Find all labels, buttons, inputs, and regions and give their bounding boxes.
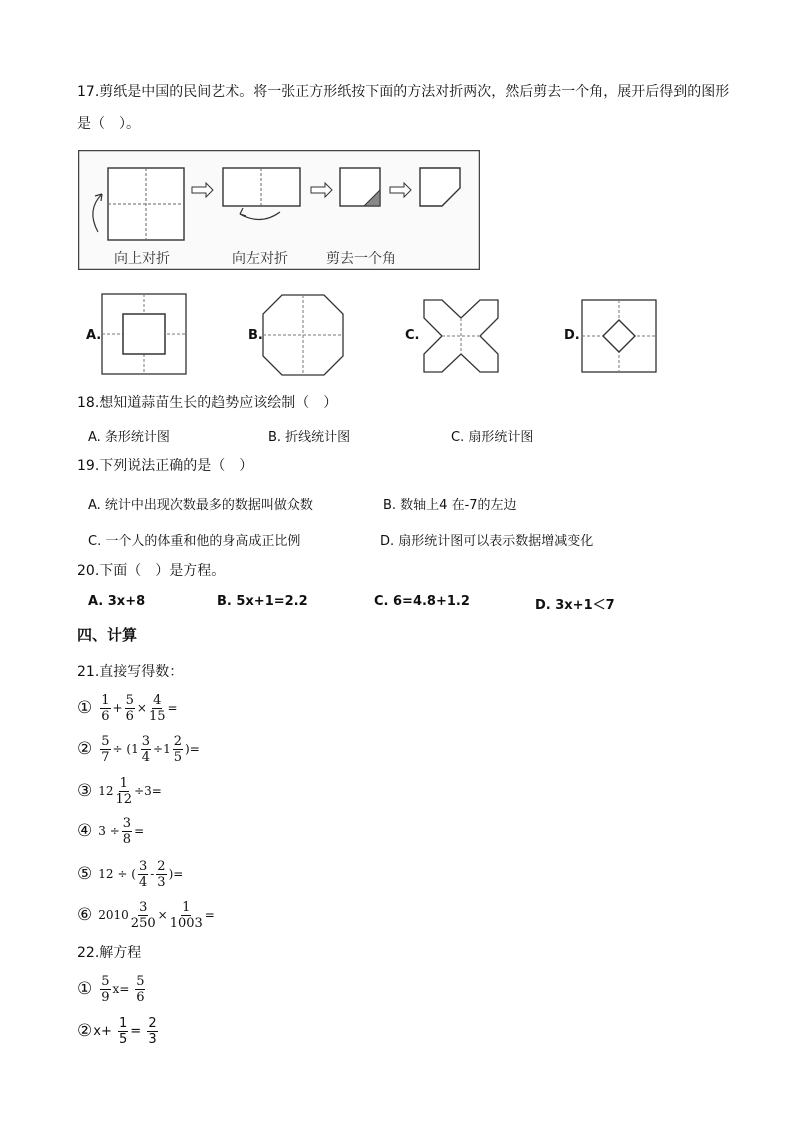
q17-option-b-figure[interactable] (262, 294, 344, 376)
marker: ⑥ (77, 905, 93, 925)
q20-stem: 20.下面（ ）是方程。 (77, 563, 226, 579)
q20-option-d[interactable]: D. 3x+1＜7 (535, 598, 615, 613)
q20-option-c[interactable]: C. 6=4.8+1.2 (374, 594, 470, 609)
q17-option-c-figure[interactable] (420, 296, 502, 376)
q21-stem: 21.直接写得数： (77, 664, 184, 680)
q21-expr-3: ③ 12 $\frac{1}{12}$ ÷ 3 = (77, 775, 162, 807)
step-label-cut-corner: 剪去一个角 (326, 251, 396, 267)
q19-stem: 19.下列说法正确的是（ ） (77, 458, 254, 474)
q19-option-b[interactable]: B. 数轴上4 在-7的左边 (383, 498, 517, 513)
marker: ① (77, 698, 93, 718)
q17-option-a-label[interactable]: A. (86, 328, 102, 343)
q22-stem: 22.解方程 (77, 945, 142, 961)
q21-expr-4: ④ 3 ÷ $\frac{3}{8}$ = (77, 815, 145, 847)
q19-option-a[interactable]: A. 统计中出现次数最多的数据叫做众数 (88, 498, 313, 513)
q19-option-c[interactable]: C. 一个人的体重和他的身高成正比例 (88, 534, 301, 549)
marker: ② (77, 739, 93, 759)
q18-stem: 18.想知道蒜苗生长的趋势应该绘制（ ） (77, 395, 338, 411)
q22-equation-1: ① $\frac{5}{9}$ x = $\frac{5}{6}$ (77, 973, 145, 1005)
q21-expr-1: ① $\frac{1}{6}$ + $\frac{5}{6}$ × $\frac{4}{15}$ = (77, 692, 178, 724)
q20-option-a[interactable]: A. 3x+8 (88, 594, 146, 609)
q20-option-b[interactable]: B. 5x+1=2.2 (217, 594, 308, 609)
q17-option-b-label[interactable]: B. (248, 328, 263, 343)
marker: ③ (77, 781, 93, 801)
q17-option-d-label[interactable]: D. (564, 328, 580, 343)
marker: ② (77, 1021, 93, 1041)
q19-option-d[interactable]: D. 扇形统计图可以表示数据增减变化 (380, 534, 594, 549)
q18-option-a[interactable]: A. 条形统计图 (88, 430, 170, 445)
q17-option-d-figure[interactable] (581, 299, 657, 373)
marker: ① (77, 979, 93, 999)
q17-stem-line1: 17.剪纸是中国的民间艺术。将一张正方形纸按下面的方法对折两次，然后剪去一个角，展开后得到的图形 (77, 84, 730, 100)
marker: ⑤ (77, 864, 93, 884)
q18-option-b[interactable]: B. 折线统计图 (268, 430, 351, 445)
q22-equation-2: ② x + $\frac{1}{5}$ = $\frac{2}{3}$ (77, 1015, 157, 1047)
q17-option-a-figure[interactable] (101, 293, 187, 375)
q21-expr-5: ⑤ 12 ÷ ( $\frac{3}{4}$ - $\frac{2}{3}$ ) = (77, 858, 184, 890)
q17-folding-figure (78, 150, 480, 270)
q17-stem-line2: 是（ ）。 (77, 116, 140, 132)
marker: ④ (77, 821, 93, 841)
section-title: 四、计算 (77, 626, 138, 644)
step-label-fold-left: 向左对折 (232, 251, 288, 267)
q17-option-c-label[interactable]: C. (405, 328, 420, 343)
q18-option-c[interactable]: C. 扇形统计图 (451, 430, 534, 445)
step-label-fold-up: 向上对折 (114, 251, 170, 267)
q21-expr-2: ② $\frac{5}{7}$ ÷ ( 1 $\frac{3}{4}$ ÷ 1 $\frac{2}{5}$ ) = (77, 733, 200, 765)
q21-expr-6: ⑥ 2010 $\frac{3}{250}$ × $\frac{1}{1003}$ = (77, 899, 215, 931)
